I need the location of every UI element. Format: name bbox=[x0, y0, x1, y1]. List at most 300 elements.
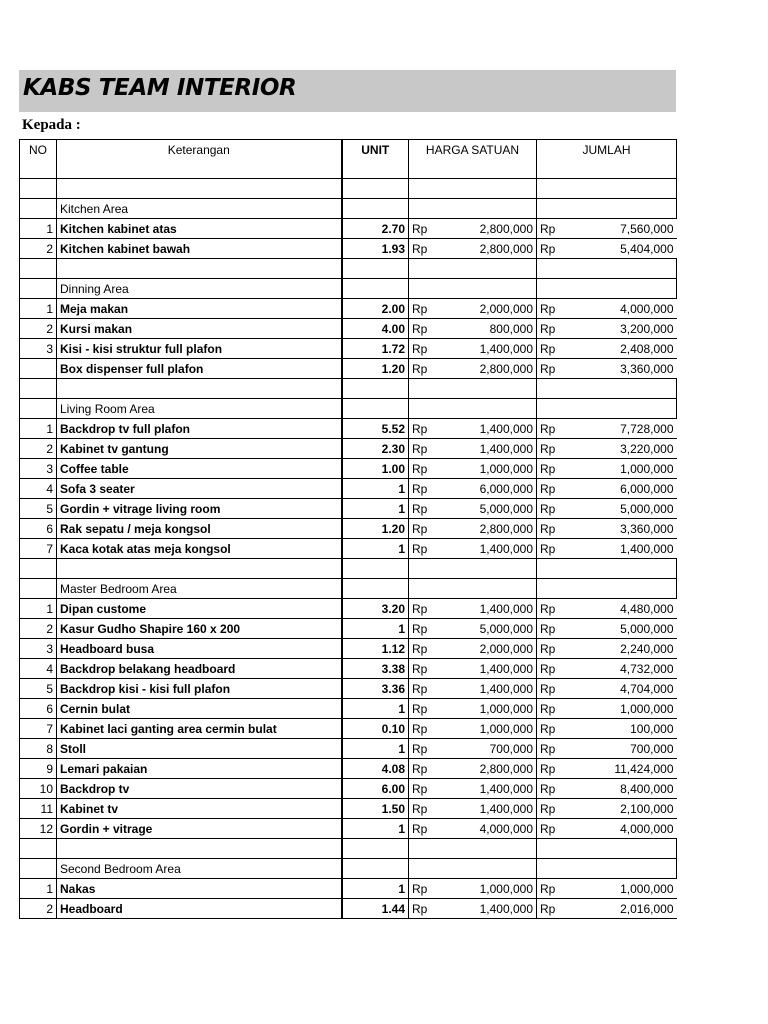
row-harga bbox=[409, 879, 537, 899]
row-harga bbox=[409, 559, 537, 579]
header-no: NO bbox=[20, 140, 57, 179]
row-desc: Kabinet tv bbox=[57, 799, 342, 819]
row-unit: 4.08 bbox=[342, 759, 409, 779]
row-unit: 1 bbox=[342, 739, 409, 759]
section-row bbox=[20, 579, 677, 599]
header-jumlah: JUMLAH bbox=[537, 140, 677, 179]
company-title: KABS TEAM INTERIOR bbox=[23, 75, 297, 101]
currency-label: Rp bbox=[412, 421, 428, 436]
row-no bbox=[20, 379, 57, 399]
row-harga-value: 1,400,000 bbox=[479, 421, 533, 436]
row-unit bbox=[342, 559, 409, 579]
table-row bbox=[20, 759, 677, 779]
table-row bbox=[20, 799, 677, 819]
row-unit bbox=[342, 579, 409, 599]
table-row bbox=[20, 659, 677, 679]
table-row bbox=[20, 299, 677, 319]
row-harga bbox=[409, 639, 537, 659]
row-jumlah bbox=[537, 299, 677, 319]
section-row bbox=[20, 279, 677, 299]
currency-label: Rp bbox=[412, 801, 428, 816]
currency-label: Rp bbox=[540, 801, 556, 816]
row-jumlah bbox=[537, 719, 677, 739]
table-row bbox=[20, 779, 677, 799]
currency-label: Rp bbox=[540, 501, 556, 516]
row-harga bbox=[409, 599, 537, 619]
row-harga bbox=[409, 719, 537, 739]
row-unit: 1.72 bbox=[342, 339, 409, 359]
row-harga-value: 1,000,000 bbox=[479, 881, 533, 896]
row-no: 5 bbox=[20, 679, 57, 699]
row-desc: Kaca kotak atas meja kongsol bbox=[57, 539, 342, 559]
table-row bbox=[20, 879, 677, 899]
row-unit: 4.00 bbox=[342, 319, 409, 339]
row-desc: Stoll bbox=[57, 739, 342, 759]
row-desc: Kisi - kisi struktur full plafon bbox=[57, 339, 342, 359]
row-unit: 1 bbox=[342, 879, 409, 899]
row-jumlah bbox=[537, 819, 677, 839]
section-row bbox=[20, 199, 677, 219]
row-unit bbox=[342, 379, 409, 399]
row-jumlah-value: 5,000,000 bbox=[620, 501, 674, 516]
row-desc bbox=[57, 839, 342, 859]
header-harga-satuan: HARGA SATUAN bbox=[409, 140, 537, 179]
header-keterangan: Keterangan bbox=[57, 140, 342, 179]
row-no: 6 bbox=[20, 519, 57, 539]
row-unit: 1 bbox=[342, 699, 409, 719]
row-no: 3 bbox=[20, 459, 57, 479]
quotation-table bbox=[19, 139, 677, 919]
row-jumlah-value: 1,000,000 bbox=[620, 701, 674, 716]
row-unit: 2.70 bbox=[342, 219, 409, 239]
row-harga bbox=[409, 379, 537, 399]
row-jumlah bbox=[537, 699, 677, 719]
row-no: 1 bbox=[20, 219, 57, 239]
currency-label: Rp bbox=[540, 321, 556, 336]
currency-label: Rp bbox=[540, 661, 556, 676]
currency-label: Rp bbox=[540, 441, 556, 456]
row-jumlah bbox=[537, 599, 677, 619]
row-unit: 1 bbox=[342, 479, 409, 499]
row-no bbox=[20, 399, 57, 419]
row-jumlah bbox=[537, 399, 677, 419]
blank-row bbox=[20, 559, 677, 579]
row-unit: 1.93 bbox=[342, 239, 409, 259]
table-row bbox=[20, 639, 677, 659]
row-no: 1 bbox=[20, 419, 57, 439]
row-no: 9 bbox=[20, 759, 57, 779]
currency-label: Rp bbox=[540, 301, 556, 316]
row-unit: 1.12 bbox=[342, 639, 409, 659]
currency-label: Rp bbox=[412, 541, 428, 556]
row-harga-value: 700,000 bbox=[489, 741, 533, 756]
row-no: 7 bbox=[20, 719, 57, 739]
row-harga bbox=[409, 659, 537, 679]
row-harga-value: 1,400,000 bbox=[479, 781, 533, 796]
section-label: Dinning Area bbox=[57, 279, 342, 299]
row-no: 4 bbox=[20, 659, 57, 679]
row-jumlah-value: 1,000,000 bbox=[620, 881, 674, 896]
row-no: 2 bbox=[20, 619, 57, 639]
row-jumlah bbox=[537, 239, 677, 259]
currency-label: Rp bbox=[412, 361, 428, 376]
row-harga bbox=[409, 759, 537, 779]
currency-label: Rp bbox=[412, 681, 428, 696]
row-no: 1 bbox=[20, 299, 57, 319]
row-jumlah-value: 3,360,000 bbox=[620, 361, 674, 376]
row-jumlah-value: 3,220,000 bbox=[620, 441, 674, 456]
row-desc: Kasur Gudho Shapire 160 x 200 bbox=[57, 619, 342, 639]
row-jumlah bbox=[537, 779, 677, 799]
row-unit: 3.20 bbox=[342, 599, 409, 619]
row-desc: Kitchen kabinet bawah bbox=[57, 239, 342, 259]
row-harga bbox=[409, 339, 537, 359]
row-jumlah-value: 2,016,000 bbox=[620, 901, 674, 916]
row-no: 6 bbox=[20, 699, 57, 719]
row-jumlah bbox=[537, 379, 677, 399]
row-harga bbox=[409, 679, 537, 699]
table-row bbox=[20, 719, 677, 739]
currency-label: Rp bbox=[412, 741, 428, 756]
table-row bbox=[20, 699, 677, 719]
row-no: 3 bbox=[20, 339, 57, 359]
table-row bbox=[20, 819, 677, 839]
currency-label: Rp bbox=[412, 641, 428, 656]
row-unit: 1.20 bbox=[342, 519, 409, 539]
table-row bbox=[20, 479, 677, 499]
row-jumlah-value: 4,732,000 bbox=[620, 661, 674, 676]
row-harga bbox=[409, 239, 537, 259]
row-desc: Headboard bbox=[57, 899, 342, 919]
currency-label: Rp bbox=[540, 361, 556, 376]
row-harga-value: 1,000,000 bbox=[479, 701, 533, 716]
currency-label: Rp bbox=[412, 221, 428, 236]
row-unit: 1.50 bbox=[342, 799, 409, 819]
row-no: 12 bbox=[20, 819, 57, 839]
row-jumlah bbox=[537, 219, 677, 239]
row-desc: Kabinet laci ganting area cermin bulat bbox=[57, 719, 342, 739]
blank-row bbox=[20, 839, 677, 859]
row-unit: 2.30 bbox=[342, 439, 409, 459]
row-jumlah bbox=[537, 639, 677, 659]
row-desc: Backdrop tv bbox=[57, 779, 342, 799]
row-jumlah bbox=[537, 519, 677, 539]
row-harga bbox=[409, 179, 537, 199]
row-jumlah-value: 4,704,000 bbox=[620, 681, 674, 696]
section-row bbox=[20, 859, 677, 879]
table-row bbox=[20, 499, 677, 519]
row-jumlah-value: 5,000,000 bbox=[620, 621, 674, 636]
row-jumlah bbox=[537, 439, 677, 459]
currency-label: Rp bbox=[540, 481, 556, 496]
table-row bbox=[20, 439, 677, 459]
row-unit bbox=[342, 199, 409, 219]
currency-label: Rp bbox=[540, 741, 556, 756]
row-no: 8 bbox=[20, 739, 57, 759]
row-jumlah bbox=[537, 479, 677, 499]
row-no: 10 bbox=[20, 779, 57, 799]
blank-row bbox=[20, 259, 677, 279]
section-row bbox=[20, 399, 677, 419]
blank-row bbox=[20, 379, 677, 399]
row-harga bbox=[409, 199, 537, 219]
row-harga-value: 5,000,000 bbox=[479, 501, 533, 516]
currency-label: Rp bbox=[412, 521, 428, 536]
row-unit: 5.52 bbox=[342, 419, 409, 439]
row-jumlah bbox=[537, 739, 677, 759]
row-desc: Meja makan bbox=[57, 299, 342, 319]
row-no: 2 bbox=[20, 319, 57, 339]
blank-row bbox=[20, 179, 677, 199]
row-harga-value: 800,000 bbox=[489, 321, 533, 336]
row-jumlah bbox=[537, 619, 677, 639]
row-jumlah bbox=[537, 839, 677, 859]
table-row bbox=[20, 739, 677, 759]
row-harga bbox=[409, 539, 537, 559]
row-desc: Rak sepatu / meja kongsol bbox=[57, 519, 342, 539]
row-no: 11 bbox=[20, 799, 57, 819]
row-unit: 1 bbox=[342, 619, 409, 639]
row-unit: 1 bbox=[342, 539, 409, 559]
currency-label: Rp bbox=[540, 461, 556, 476]
row-unit: 3.36 bbox=[342, 679, 409, 699]
row-jumlah-value: 5,404,000 bbox=[620, 241, 674, 256]
table-row bbox=[20, 339, 677, 359]
row-no: 5 bbox=[20, 499, 57, 519]
row-desc: Headboard busa bbox=[57, 639, 342, 659]
row-harga-value: 2,000,000 bbox=[479, 301, 533, 316]
row-jumlah bbox=[537, 659, 677, 679]
row-harga-value: 2,800,000 bbox=[479, 761, 533, 776]
currency-label: Rp bbox=[540, 421, 556, 436]
row-desc: Kursi makan bbox=[57, 319, 342, 339]
row-jumlah-value: 2,408,000 bbox=[620, 341, 674, 356]
row-no: 2 bbox=[20, 239, 57, 259]
row-harga bbox=[409, 219, 537, 239]
row-desc: Dipan custome bbox=[57, 599, 342, 619]
row-desc: Cernin bulat bbox=[57, 699, 342, 719]
table-row bbox=[20, 679, 677, 699]
row-desc: Backdrop belakang headboard bbox=[57, 659, 342, 679]
row-no bbox=[20, 279, 57, 299]
row-harga bbox=[409, 419, 537, 439]
row-jumlah-value: 1,400,000 bbox=[620, 541, 674, 556]
row-harga bbox=[409, 499, 537, 519]
currency-label: Rp bbox=[412, 781, 428, 796]
row-unit bbox=[342, 839, 409, 859]
row-no: 4 bbox=[20, 479, 57, 499]
row-harga-value: 1,000,000 bbox=[479, 461, 533, 476]
table-row bbox=[20, 519, 677, 539]
row-desc: Kitchen kabinet atas bbox=[57, 219, 342, 239]
row-desc bbox=[57, 259, 342, 279]
row-harga-value: 5,000,000 bbox=[479, 621, 533, 636]
row-harga-value: 2,800,000 bbox=[479, 221, 533, 236]
currency-label: Rp bbox=[540, 721, 556, 736]
row-unit: 3.38 bbox=[342, 659, 409, 679]
row-harga-value: 6,000,000 bbox=[479, 481, 533, 496]
currency-label: Rp bbox=[412, 301, 428, 316]
currency-label: Rp bbox=[540, 821, 556, 836]
table-row bbox=[20, 619, 677, 639]
currency-label: Rp bbox=[412, 441, 428, 456]
row-jumlah bbox=[537, 879, 677, 899]
row-harga bbox=[409, 299, 537, 319]
currency-label: Rp bbox=[540, 781, 556, 796]
row-unit bbox=[342, 179, 409, 199]
row-harga bbox=[409, 779, 537, 799]
currency-label: Rp bbox=[412, 721, 428, 736]
row-harga-value: 1,000,000 bbox=[479, 721, 533, 736]
row-no bbox=[20, 259, 57, 279]
row-jumlah-value: 700,000 bbox=[630, 741, 674, 756]
currency-label: Rp bbox=[412, 881, 428, 896]
section-label: Living Room Area bbox=[57, 399, 342, 419]
row-no: 1 bbox=[20, 599, 57, 619]
row-no bbox=[20, 859, 57, 879]
table-row bbox=[20, 219, 677, 239]
row-jumlah-value: 4,000,000 bbox=[620, 301, 674, 316]
row-jumlah bbox=[537, 859, 677, 879]
row-desc bbox=[57, 559, 342, 579]
table-row bbox=[20, 459, 677, 479]
currency-label: Rp bbox=[412, 761, 428, 776]
currency-label: Rp bbox=[412, 621, 428, 636]
row-no: 7 bbox=[20, 539, 57, 559]
row-unit: 1.44 bbox=[342, 899, 409, 919]
table-row bbox=[20, 419, 677, 439]
row-harga-value: 2,000,000 bbox=[479, 641, 533, 656]
row-harga bbox=[409, 279, 537, 299]
row-desc: Nakas bbox=[57, 879, 342, 899]
currency-label: Rp bbox=[540, 901, 556, 916]
row-unit: 6.00 bbox=[342, 779, 409, 799]
table-row bbox=[20, 359, 677, 379]
currency-label: Rp bbox=[540, 601, 556, 616]
currency-label: Rp bbox=[412, 661, 428, 676]
section-label: Kitchen Area bbox=[57, 199, 342, 219]
row-jumlah-value: 100,000 bbox=[630, 721, 674, 736]
row-harga bbox=[409, 619, 537, 639]
row-no bbox=[20, 579, 57, 599]
row-harga bbox=[409, 439, 537, 459]
row-unit: 1 bbox=[342, 499, 409, 519]
currency-label: Rp bbox=[540, 341, 556, 356]
currency-label: Rp bbox=[540, 761, 556, 776]
row-harga-value: 1,400,000 bbox=[479, 901, 533, 916]
row-jumlah-value: 7,560,000 bbox=[620, 221, 674, 236]
title-bar bbox=[19, 70, 676, 112]
row-unit: 0.10 bbox=[342, 719, 409, 739]
row-harga bbox=[409, 459, 537, 479]
row-harga bbox=[409, 799, 537, 819]
currency-label: Rp bbox=[412, 321, 428, 336]
table-row bbox=[20, 539, 677, 559]
row-jumlah bbox=[537, 459, 677, 479]
row-no: 1 bbox=[20, 879, 57, 899]
currency-label: Rp bbox=[412, 341, 428, 356]
currency-label: Rp bbox=[540, 241, 556, 256]
currency-label: Rp bbox=[412, 901, 428, 916]
row-desc: Lemari pakaian bbox=[57, 759, 342, 779]
row-jumlah bbox=[537, 899, 677, 919]
currency-label: Rp bbox=[412, 601, 428, 616]
row-harga-value: 1,400,000 bbox=[479, 601, 533, 616]
row-unit bbox=[342, 259, 409, 279]
row-harga-value: 4,000,000 bbox=[479, 821, 533, 836]
row-harga bbox=[409, 319, 537, 339]
currency-label: Rp bbox=[540, 701, 556, 716]
row-harga-value: 1,400,000 bbox=[479, 541, 533, 556]
table-row bbox=[20, 239, 677, 259]
row-jumlah-value: 6,000,000 bbox=[620, 481, 674, 496]
row-desc: Backdrop tv full plafon bbox=[57, 419, 342, 439]
row-jumlah bbox=[537, 319, 677, 339]
row-harga-value: 1,400,000 bbox=[479, 441, 533, 456]
row-harga bbox=[409, 859, 537, 879]
row-jumlah bbox=[537, 539, 677, 559]
currency-label: Rp bbox=[540, 621, 556, 636]
row-no bbox=[20, 359, 57, 379]
row-jumlah-value: 2,100,000 bbox=[620, 801, 674, 816]
row-harga bbox=[409, 699, 537, 719]
row-no bbox=[20, 839, 57, 859]
row-jumlah bbox=[537, 799, 677, 819]
row-desc: Gordin + vitrage bbox=[57, 819, 342, 839]
row-harga bbox=[409, 899, 537, 919]
table-body bbox=[20, 179, 677, 919]
row-no: 2 bbox=[20, 899, 57, 919]
row-jumlah-value: 3,200,000 bbox=[620, 321, 674, 336]
currency-label: Rp bbox=[412, 241, 428, 256]
currency-label: Rp bbox=[540, 681, 556, 696]
row-jumlah bbox=[537, 179, 677, 199]
row-harga bbox=[409, 739, 537, 759]
row-harga bbox=[409, 519, 537, 539]
row-harga bbox=[409, 819, 537, 839]
table-header bbox=[20, 140, 677, 179]
currency-label: Rp bbox=[540, 521, 556, 536]
row-unit: 1.00 bbox=[342, 459, 409, 479]
row-jumlah-value: 3,360,000 bbox=[620, 521, 674, 536]
recipient-label: Kepada : bbox=[22, 117, 81, 133]
row-jumlah-value: 7,728,000 bbox=[620, 421, 674, 436]
row-jumlah bbox=[537, 679, 677, 699]
row-harga bbox=[409, 479, 537, 499]
row-jumlah bbox=[537, 199, 677, 219]
row-jumlah-value: 1,000,000 bbox=[620, 461, 674, 476]
row-jumlah-value: 2,240,000 bbox=[620, 641, 674, 656]
row-jumlah bbox=[537, 419, 677, 439]
row-unit: 2.00 bbox=[342, 299, 409, 319]
row-desc: Coffee table bbox=[57, 459, 342, 479]
row-unit bbox=[342, 399, 409, 419]
row-jumlah-value: 4,480,000 bbox=[620, 601, 674, 616]
row-unit: 1 bbox=[342, 819, 409, 839]
currency-label: Rp bbox=[412, 501, 428, 516]
currency-label: Rp bbox=[540, 221, 556, 236]
row-harga-value: 1,400,000 bbox=[479, 801, 533, 816]
table-row bbox=[20, 899, 677, 919]
row-harga bbox=[409, 399, 537, 419]
row-jumlah bbox=[537, 559, 677, 579]
section-label: Master Bedroom Area bbox=[57, 579, 342, 599]
currency-label: Rp bbox=[412, 481, 428, 496]
row-jumlah bbox=[537, 759, 677, 779]
currency-label: Rp bbox=[412, 701, 428, 716]
row-jumlah-value: 11,424,000 bbox=[614, 761, 674, 776]
row-harga bbox=[409, 259, 537, 279]
